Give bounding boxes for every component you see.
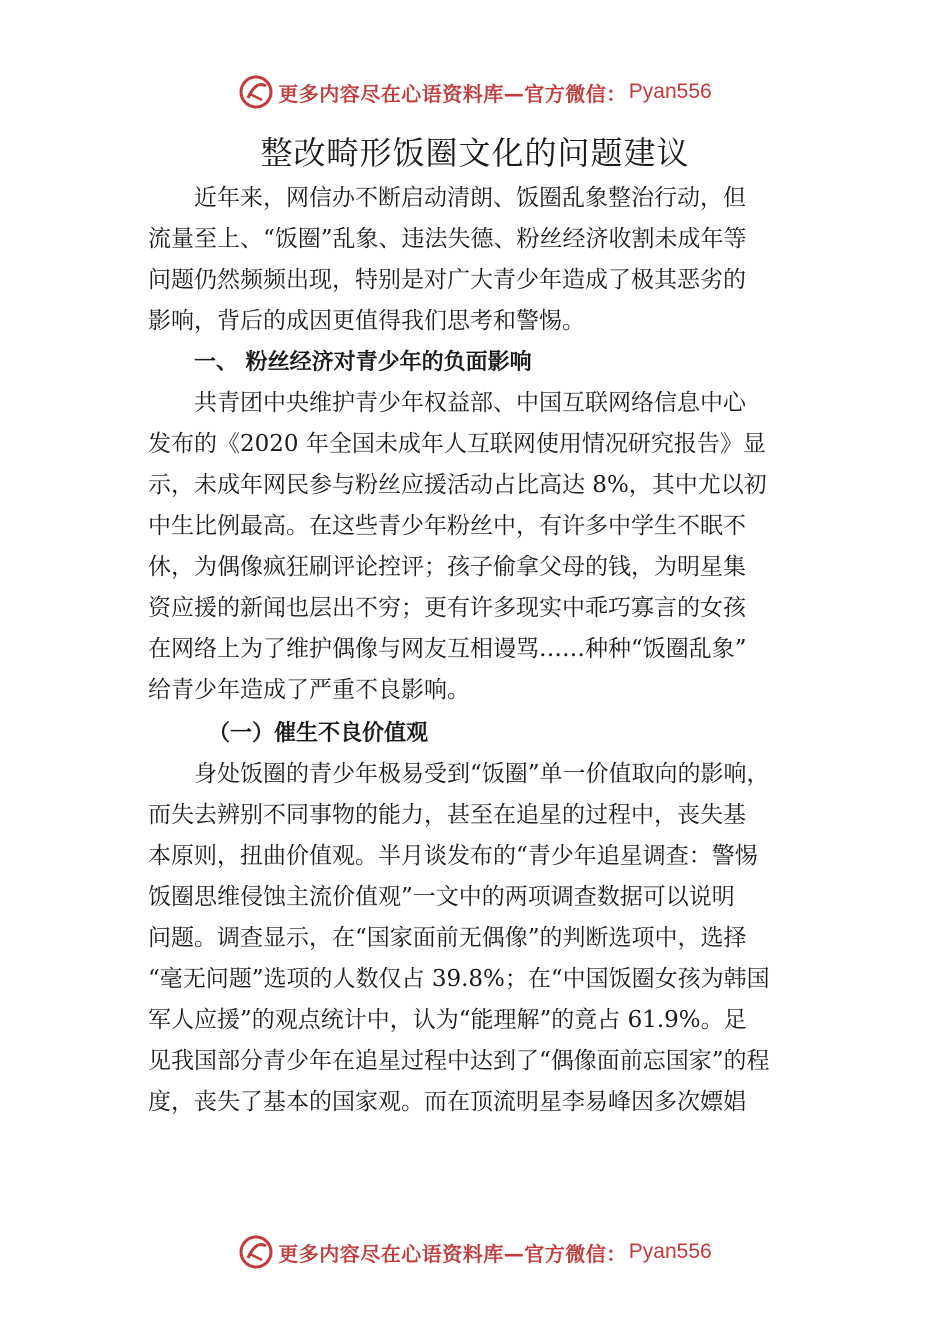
brand-logo-icon <box>238 74 274 110</box>
paragraph-line: 近年来，网信办不断启动清朗、饭圈乱象整治行动，但 <box>194 185 746 211</box>
paragraph-line: 饭圈思维侵蚀主流价值观”一文中的两项调查数据可以说明 <box>148 884 735 910</box>
footer-banner <box>0 1230 950 1274</box>
banner-wechat-id: Pyan556 <box>628 80 712 103</box>
header-banner <box>0 70 950 114</box>
banner-text: 更多内容尽在心语资料库—官方微信： <box>278 81 627 106</box>
document-body <box>148 178 808 711</box>
paragraph-line: 而失去辨别不同事物的能力，甚至在追星的过程中，丧失基 <box>148 802 746 828</box>
banner-text: 更多内容尽在心语资料库—官方微信： <box>278 1241 627 1266</box>
paragraph-line: 问题。调查显示，在“国家面前无偶像”的判断选项中，选择 <box>148 925 747 951</box>
paragraph-line: 身处饭圈的青少年极易受到“饭圈”单一价值取向的影响， <box>194 761 770 787</box>
paragraph-line: 给青少年造成了严重不良影响。 <box>148 677 470 703</box>
paragraph-line: 示，未成年网民参与粉丝应援活动占比高达 8%，其中尤以初 <box>148 472 767 498</box>
paragraph-line: 共青团中央维护青少年权益部、中国互联网络信息中心 <box>194 390 746 416</box>
paragraph-line: 在网络上为了维护偶像与网友互相谩骂……种种“饭圈乱象” <box>148 636 747 662</box>
paragraph-line: 休，为偶像疯狂刷评论控评；孩子偷拿父母的钱，为明星集 <box>148 554 746 580</box>
paragraph-line: 影响，背后的成因更值得我们思考和警惕。 <box>148 308 585 334</box>
paragraph-line: 军人应援”的观点统计中，认为“能理解”的竟占 61.9%。足 <box>148 1007 747 1033</box>
section-heading: 一、 粉丝经济对青少年的负面影响 <box>194 350 532 375</box>
paragraph-line: 本原则，扭曲价值观。半月谈发布的“青少年追星调查：警惕 <box>148 843 758 869</box>
brand-logo-icon <box>238 1234 274 1270</box>
paragraph-line: 资应援的新闻也层出不穷；更有许多现实中乖巧寡言的女孩 <box>148 595 746 621</box>
paragraph-line: 流量至上、“饭圈”乱象、违法失德、粉丝经济收割未成年等 <box>148 226 747 252</box>
paragraph-line: 度，丧失了基本的国家观。而在顶流明星李易峰因多次嫖娼 <box>148 1089 746 1115</box>
document-body-continued <box>148 713 808 1123</box>
paragraph-line: 中生比例最高。在这些青少年粉丝中，有许多中学生不眠不 <box>148 513 746 539</box>
paragraph-line: 见我国部分青少年在追星过程中达到了“偶像面前忘国家”的程 <box>148 1048 770 1074</box>
paragraph-line: 发布的《2020 年全国未成年人互联网使用情况研究报告》显 <box>148 431 766 457</box>
banner-wechat-id: Pyan556 <box>628 1240 712 1263</box>
paragraph-line: “毫无问题”选项的人数仅占 39.8%；在“中国饭圈女孩为韩国 <box>148 966 770 992</box>
subsection-heading: （一）催生不良价值观 <box>208 721 429 746</box>
document-title: 整改畸形饭圈文化的问题建议 <box>260 134 690 172</box>
paragraph-line: 问题仍然频频出现，特别是对广大青少年造成了极其恶劣的 <box>148 267 746 293</box>
